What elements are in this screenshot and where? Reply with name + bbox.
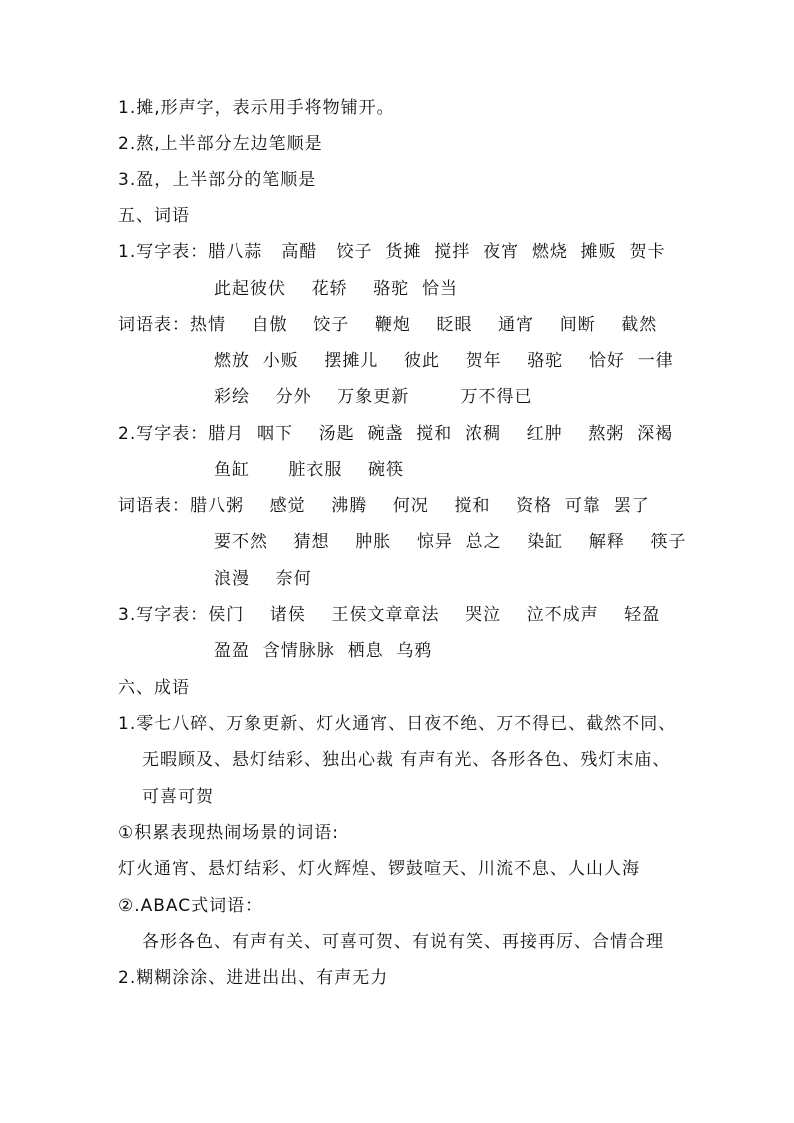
line-2: 2.熬,上半部分左边笔顺是	[118, 134, 323, 154]
line-8: 燃放 小贩 摆摊儿 彼此 贺年 骆驼 恰好 一律	[214, 351, 674, 371]
line-3: 3.盈，上半部分的笔顺是	[118, 170, 317, 190]
line-25: 2.糊糊涂涂、进进出出、有声无力	[118, 968, 389, 988]
line-19: 无暇顾及、悬灯结彩、独出心裁 有声有光、各形各色、残灯末庙、	[142, 750, 671, 770]
line-6: 此起彼伏 花轿 骆驼 恰当	[214, 279, 459, 299]
line-9: 彩绘 分外 万象更新 万不得已	[214, 387, 533, 407]
section-heading-ciyu: 五、词语	[118, 206, 190, 226]
line-22: 灯火通宵、悬灯结彩、灯火辉煌、锣鼓喧天、川流不息、人山人海	[118, 859, 640, 879]
line-11: 鱼缸 脏衣服 碗筷	[214, 460, 405, 480]
section-heading-chengyu: 六、成语	[118, 678, 190, 698]
line-12: 词语表：腊八粥 感觉 沸腾 何况 搅和 资格 可靠 罢了	[118, 496, 650, 516]
line-16: 盈盈 含情脉脉 栖息 乌鸦	[214, 641, 433, 661]
line-20: 可喜可贺	[142, 787, 214, 807]
line-10: 2.写字表：腊月 咽下 汤匙 碗盏 搅和 浓稠 红肿 熬粥 深褐	[118, 424, 674, 444]
line-21: ①积累表现热闹场景的词语:	[118, 823, 339, 843]
line-24: 各形各色、有声有关、可喜可贺、有说有笑、再接再厉、合情合理	[142, 932, 664, 952]
line-7: 词语表：热情 自傲 饺子 鞭炮 眨眼 通宵 间断 截然	[118, 315, 658, 335]
line-13: 要不然 猜想 肿胀 惊异 总之 染缸 解释 筷子	[214, 532, 687, 552]
line-14: 浪漫 奈何	[214, 569, 312, 589]
line-18: 1.零七八碎、万象更新、灯火通宵、日夜不绝、万不得已、截然不同、	[118, 714, 677, 734]
line-15: 3.写字表：侯门 诸侯 王侯文章章法 哭泣 泣不成声 轻盈	[118, 605, 661, 625]
line-23: ②.ABAC式词语：	[118, 896, 264, 916]
line-1: 1.摊,形声字，表示用手将物铺开。	[118, 98, 395, 118]
line-5: 1.写字表：腊八蒜 高醋 饺子 货摊 搅拌 夜宵 燃烧 摊贩 贺卡	[118, 242, 666, 262]
